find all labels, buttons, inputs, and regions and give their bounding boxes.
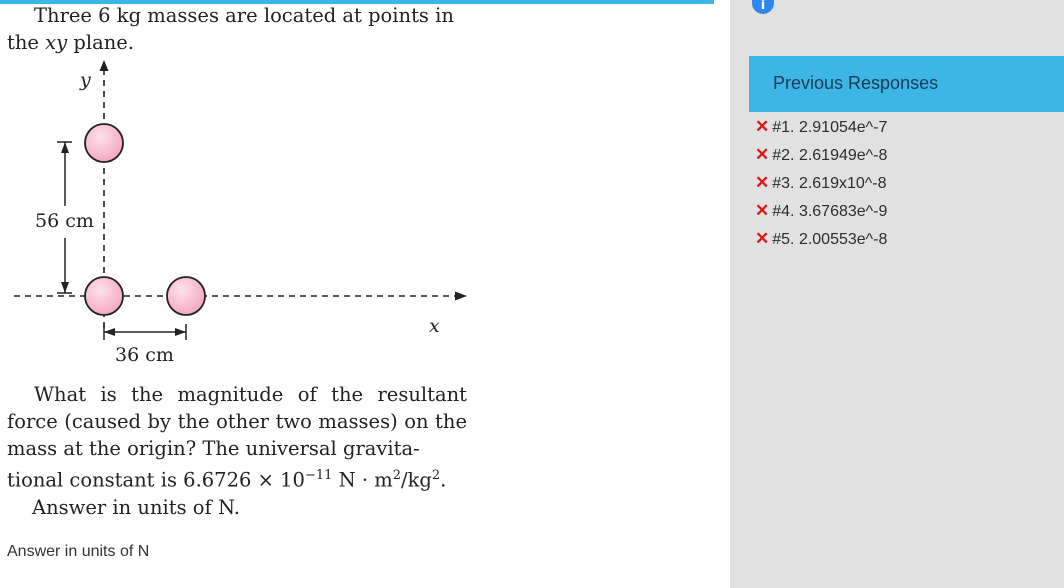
- horizontal-bracket-right-arrow-icon: [175, 328, 186, 336]
- previous-responses-title: Previous Responses: [773, 73, 939, 93]
- mass-top: [85, 124, 123, 162]
- horizontal-distance-label: 36 cm: [115, 344, 174, 366]
- info-icon[interactable]: i: [752, 0, 774, 14]
- answer-label: Answer in units of N: [7, 543, 150, 560]
- response-item: ✕ #1. 2.91054e^-7: [755, 117, 888, 136]
- units-note: Answer in units of N.: [32, 495, 240, 519]
- plane-variable: xy: [45, 31, 68, 54]
- y-axis-label: y: [80, 69, 91, 91]
- x-mark-icon: ✕: [755, 117, 770, 136]
- x-mark-icon: ✕: [755, 201, 770, 220]
- vertical-bracket-down-arrow-icon: [61, 282, 69, 293]
- problem-statement: [7, 2, 477, 56]
- y-axis-arrow-icon: [100, 60, 109, 71]
- x-axis-label: x: [429, 315, 440, 337]
- intro-line-1: Three 6 kg masses are located at points in: [34, 4, 454, 27]
- response-item: ✕ #3. 2.619x10^-8: [755, 173, 887, 192]
- x-mark-icon: ✕: [755, 229, 770, 248]
- response-item: ✕ #5. 2.00553e^-8: [755, 229, 888, 248]
- question-block: [7, 381, 467, 521]
- previous-responses-list: [755, 115, 887, 255]
- intro-line-2: the xy plane.: [7, 31, 134, 54]
- mass-origin: [85, 277, 123, 315]
- response-item: ✕ #4. 3.67683e^-9: [755, 201, 888, 220]
- response-item: ✕ #2. 2.61949e^-8: [755, 145, 888, 164]
- x-axis-arrow-icon: [455, 292, 467, 301]
- previous-responses-header[interactable]: [749, 56, 1064, 112]
- question-text: What is the magnitude of the resultant force (caused by the other two masses) on the mass at the origin? The universal gravita-: [7, 383, 467, 460]
- vertical-distance-label: 56 cm: [35, 210, 94, 232]
- x-mark-icon: ✕: [755, 173, 770, 192]
- masses-diagram: [0, 56, 480, 368]
- vertical-bracket-up-arrow-icon: [61, 142, 69, 153]
- mass-right: [167, 277, 205, 315]
- horizontal-bracket-left-arrow-icon: [104, 328, 115, 336]
- gravitational-constant: tional constant is $6.6726 \times 10^{-11}$ $N \cdot m^2/kg^2$.: [7, 468, 447, 492]
- x-mark-icon: ✕: [755, 145, 770, 164]
